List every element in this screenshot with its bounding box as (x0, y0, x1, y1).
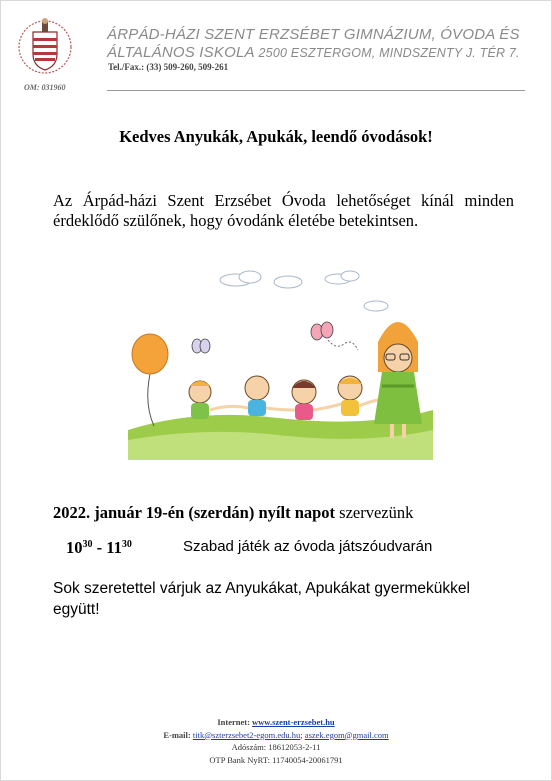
school-name (107, 26, 527, 62)
event-rest: szervezünk (335, 503, 414, 522)
intro-paragraph: Az Árpád-házi Szent Erzsébet Óvoda lehetőséget kínál minden érdeklődő szülőnek, hogy óvodánk életébe betekintsen. (53, 191, 514, 230)
website-link[interactable]: www.szent-erzsebet.hu (252, 717, 335, 727)
email-separator: ; (300, 729, 305, 740)
event-line (53, 503, 413, 523)
start-min: 30 (82, 539, 93, 550)
internet-label: Internet: (217, 717, 250, 727)
footer-tax: Adószám: 18612053-2-11 (231, 742, 321, 752)
time-separator: - (92, 538, 107, 557)
end-hour: 11 (106, 538, 122, 557)
email-label: E-mail: (163, 729, 191, 740)
footer (0, 716, 552, 766)
children-illustration (128, 270, 433, 460)
schedule-time (66, 538, 132, 558)
closing-paragraph: Sok szeretettel várjuk az Anyukákat, Apukákat gyermekükkel együtt! (53, 580, 470, 618)
footer-bank: OTP Bank NyRT: 11740054-20061791 (209, 754, 343, 765)
school-address: 2500 ESZTERGOM, MINDSZENTY J. TÉR 7. (258, 46, 520, 60)
start-hour: 10 (66, 538, 83, 557)
footer-internet (0, 716, 552, 729)
om-number: OM: 031960 (24, 83, 66, 92)
greeting: Kedves Anyukák, Apukák, leendő óvodások! (119, 127, 433, 146)
school-logo (16, 14, 74, 80)
telfax: Tel./Fax.: (33) 509-260, 509-261 (108, 62, 229, 72)
footer-email (0, 729, 552, 742)
schedule-activity: Szabad játék az óvoda játszóudvarán (183, 538, 433, 555)
header-divider (107, 90, 525, 91)
school-line-2 (107, 44, 527, 62)
end-min: 30 (121, 539, 132, 550)
teacher (374, 322, 422, 438)
event-date: 2022. január 19-én (szerdán) nyílt napot (53, 503, 336, 522)
kids-group (189, 376, 389, 420)
school-line-1: ÁRPÁD-HÁZI SZENT ERZSÉBET GIMNÁZIUM, ÓVODA ÉS (107, 26, 520, 43)
email-link-2[interactable]: aszek.egom@gmail.com (304, 729, 389, 740)
school-line-2-name: ÁLTALÁNOS ISKOLA (107, 44, 255, 61)
email-link-1[interactable]: titk@szterzsebet2-egom.edu.hu (192, 729, 301, 740)
